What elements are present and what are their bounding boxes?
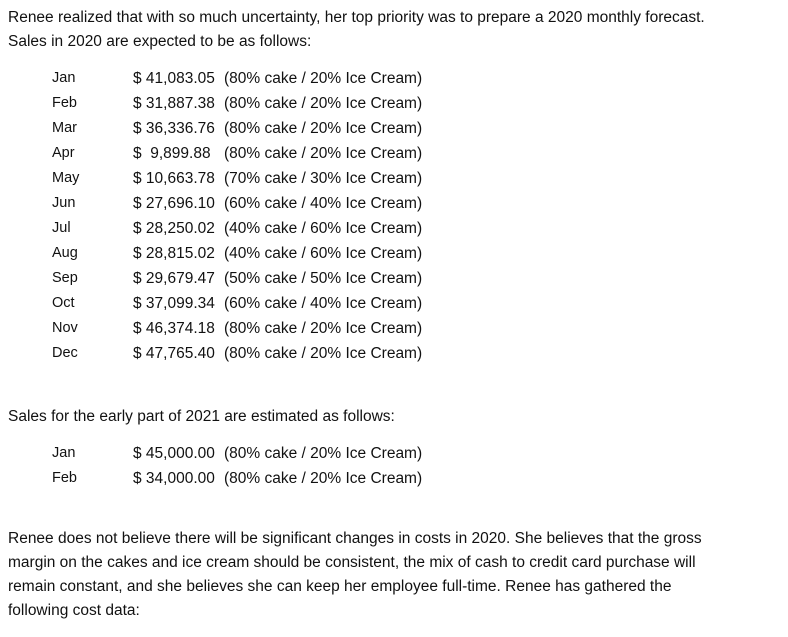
month-label: Oct (52, 295, 75, 311)
product-mix: (80% cake / 20% Ice Cream) (224, 320, 423, 337)
sales-amount: $ 29,679.47 (133, 270, 215, 287)
sales-amount: $ 27,696.10 (133, 195, 215, 212)
month-label: Feb (52, 470, 77, 486)
sales-amount: $ 46,374.18 (133, 320, 215, 337)
month-label: Dec (52, 345, 78, 361)
product-mix: (50% cake / 50% Ice Cream) (224, 270, 423, 287)
product-mix: (80% cake / 20% Ice Cream) (224, 145, 423, 162)
sales-amount: $ 45,000.00 (133, 445, 215, 462)
sales-amount: $ 37,099.34 (133, 295, 215, 312)
month-label: May (52, 170, 80, 186)
product-mix: (80% cake / 20% Ice Cream) (224, 470, 423, 487)
product-mix: (80% cake / 20% Ice Cream) (224, 95, 423, 112)
product-mix: (40% cake / 60% Ice Cream) (224, 245, 423, 262)
month-label: Mar (52, 120, 77, 136)
closing-line: margin on the cakes and ice cream should be consistent, the mix of cash to credit card purchase will (8, 554, 696, 571)
product-mix: (80% cake / 20% Ice Cream) (224, 345, 423, 362)
month-label: Nov (52, 320, 78, 336)
product-mix: (40% cake / 60% Ice Cream) (224, 220, 423, 237)
intro-line: Sales in 2020 are expected to be as follows: (8, 33, 312, 50)
intro-paragraph (8, 6, 780, 54)
sales-amount: $ 47,765.40 (133, 345, 215, 362)
intro-line: Renee realized that with so much uncertainty, her top priority was to prepare a 2020 monthly forecast. (8, 9, 705, 26)
month-label: Feb (52, 95, 77, 111)
closing-line: remain constant, and she believes she can keep her employee full-time. Renee has gathered the (8, 578, 672, 595)
month-label: Jun (52, 195, 76, 211)
month-label: Jul (52, 220, 71, 236)
month-label: Apr (52, 145, 75, 161)
closing-line: following cost data: (8, 602, 140, 619)
product-mix: (80% cake / 20% Ice Cream) (224, 70, 423, 87)
month-label: Jan (52, 445, 76, 461)
month-label: Sep (52, 270, 78, 286)
early-2021-paragraph: Sales for the early part of 2021 are estimated as follows: (8, 408, 395, 425)
sales-amount: $ 36,336.76 (133, 120, 215, 137)
closing-paragraph (8, 527, 780, 623)
product-mix: (80% cake / 20% Ice Cream) (224, 120, 423, 137)
product-mix: (70% cake / 30% Ice Cream) (224, 170, 423, 187)
product-mix: (60% cake / 40% Ice Cream) (224, 195, 423, 212)
month-label: Jan (52, 70, 76, 86)
sales-amount: $ 34,000.00 (133, 470, 215, 487)
sales-amount: $ 41,083.05 (133, 70, 215, 87)
product-mix: (60% cake / 40% Ice Cream) (224, 295, 423, 312)
sales-amount: $ 9,899.88 (133, 145, 211, 162)
closing-line: Renee does not believe there will be significant changes in costs in 2020. She believes that the gross (8, 530, 702, 547)
sales-amount: $ 10,663.78 (133, 170, 215, 187)
sales-amount: $ 28,250.02 (133, 220, 215, 237)
sales-amount: $ 31,887.38 (133, 95, 215, 112)
product-mix: (80% cake / 20% Ice Cream) (224, 445, 423, 462)
month-label: Aug (52, 245, 78, 261)
sales-amount: $ 28,815.02 (133, 245, 215, 262)
